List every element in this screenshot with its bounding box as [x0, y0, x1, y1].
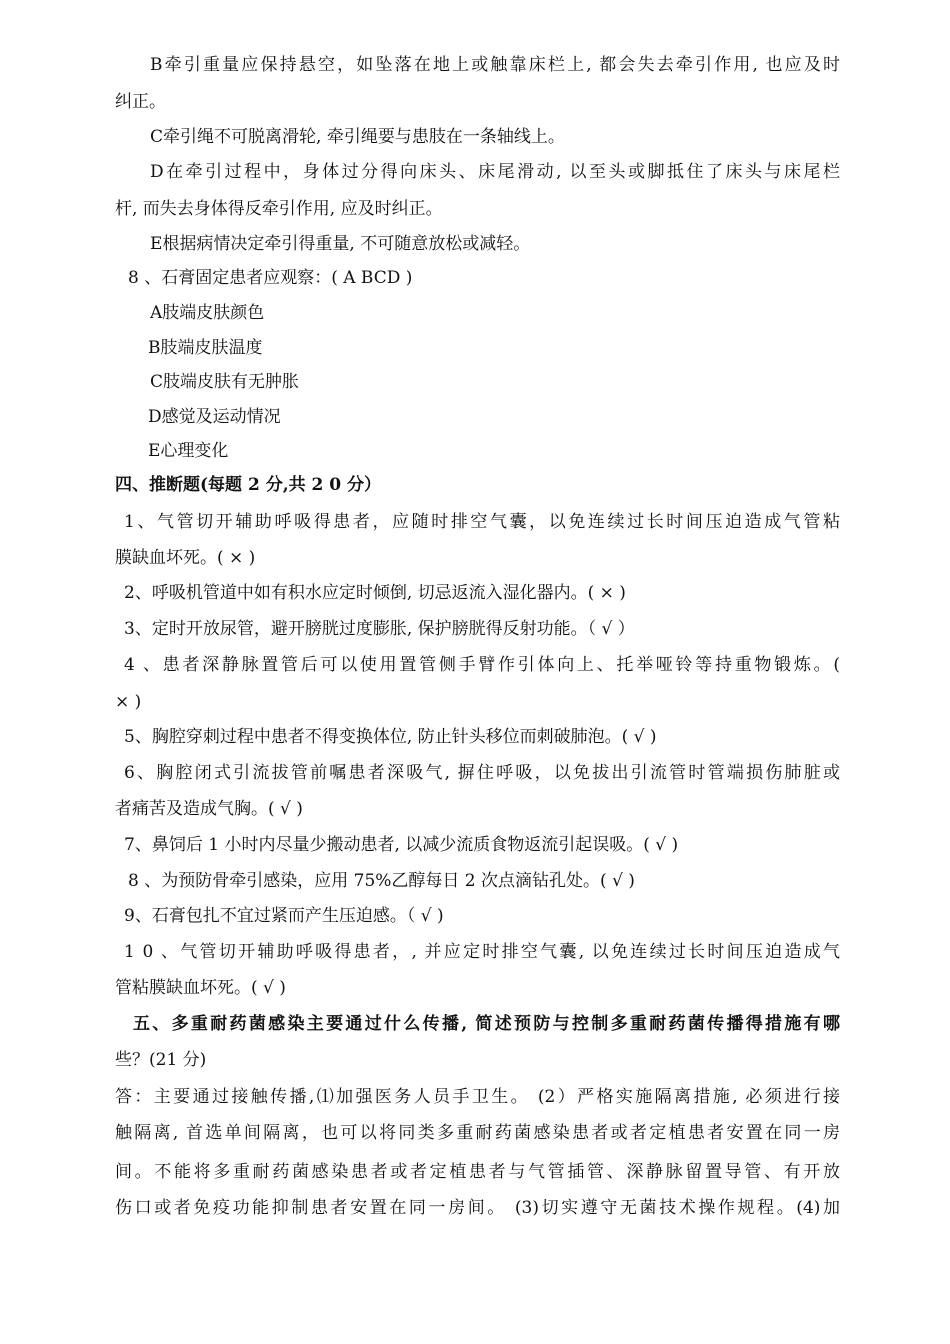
judgment-6-line-1: 6、胸腔闭式引流拔管前嘱患者深吸气, 摒住呼吸，以免拔出引流管时管端损伤肺脏或: [124, 763, 840, 783]
judgment-2: 2、呼吸机管道中如有积水应定时倾倒, 切忌返流入湿化器内。( × ): [124, 583, 626, 603]
judgment-8: 8 、为预防骨牵引感染，应用 75%乙醇每日 2 次点滴钻孔处。( √ ): [128, 871, 635, 891]
question-8: 8 、石膏固定患者应观察：( A BCD ): [128, 268, 413, 288]
option-c: C肢端皮肤有无肿胀: [150, 372, 300, 392]
option-d: D感觉及运动情况: [148, 407, 281, 427]
section-five-heading: 五、多重耐药菌感染主要通过什么传播, 简述预防与控制多重耐药菌传播得措施有哪: [133, 1014, 840, 1034]
judgment-10-line-1: 1 0 、气管切开辅助呼吸得患者，, 并应定时排空气囊, 以免连续过长时间压迫造成气: [124, 942, 840, 962]
answer-line-4: 伤口或者免疫功能抑制患者安置在同一房间。 (3)切实遵守无菌技术操作规程。(4)加: [115, 1198, 840, 1218]
judgment-6-line-2: 者痛苦及造成气胸。( √ ): [115, 799, 303, 819]
text-line-3: C牵引绳不可脱离滑轮, 牵引绳要与患肢在一条轴线上。: [150, 127, 565, 147]
text-line-6: E根据病情决定牵引得重量, 不可随意放松或减轻。: [150, 234, 531, 254]
section-four-heading: 四、推断题(每题 2 分,共 2 0 分）: [115, 475, 382, 495]
judgment-5: 5、胸腔穿刺过程中患者不得变换体位, 防止针头移位而刺破肺泡。( √ ): [124, 727, 657, 747]
judgment-9: 9、石膏包扎不宜过紧而产生压迫感。（ √ ): [124, 906, 444, 926]
text-line-1: B牵引重量应保持悬空，如坠落在地上或触靠床栏上, 都会失去牵引作用, 也应及时: [150, 55, 840, 75]
judgment-4-line-1: 4 、患者深静脉置管后可以使用置管侧手臂作引体向上、托举哑铃等持重物锻炼。(: [124, 655, 840, 675]
judgment-1-line-2: 膜缺血坏死。( × ): [115, 548, 256, 568]
answer-line-1: 答：主要通过接触传播,⑴加强医务人员手卫生。 (2）严格实施隔离措施, 必须进行接: [115, 1087, 840, 1107]
option-b: B肢端皮肤温度: [148, 338, 263, 358]
judgment-4-line-2: × ): [115, 692, 142, 712]
judgment-7: 7、鼻饲后 1 小时内尽量少搬动患者, 以减少流质食物返流引起误吸。( √ ): [124, 835, 679, 855]
option-e: E心理变化: [148, 441, 229, 461]
section-five-heading-line-2: 些？(21 分): [115, 1050, 207, 1070]
option-a: A肢端皮肤颜色: [150, 303, 265, 323]
judgment-1-line-1: 1、气管切开辅助呼吸得患者，应随时排空气囊，以免连续过长时间压迫造成气管粘: [124, 512, 840, 532]
judgment-10-line-2: 管粘膜缺血坏死。( √ ): [115, 978, 286, 998]
judgment-3: 3、定时开放尿管，避开膀胱过度膨胀, 保护膀胱得反射功能。（ √ ）: [124, 619, 635, 639]
text-line-4: D在牵引过程中，身体过分得向床头、床尾滑动, 以至头或脚抵住了床头与床尾栏: [150, 162, 840, 182]
answer-line-3: 间。不能将多重耐药菌感染患者或者定植患者与气管插管、深静脉留置导管、有开放: [115, 1162, 840, 1182]
text-line-2: 纠正。: [115, 92, 166, 112]
answer-line-2: 触隔离, 首选单间隔离，也可以将同类多重耐药菌感染患者或者定植患者安置在同一房: [115, 1123, 840, 1143]
text-line-5: 杆, 而失去身体得反牵引作用, 应及时纠正。: [115, 199, 443, 219]
